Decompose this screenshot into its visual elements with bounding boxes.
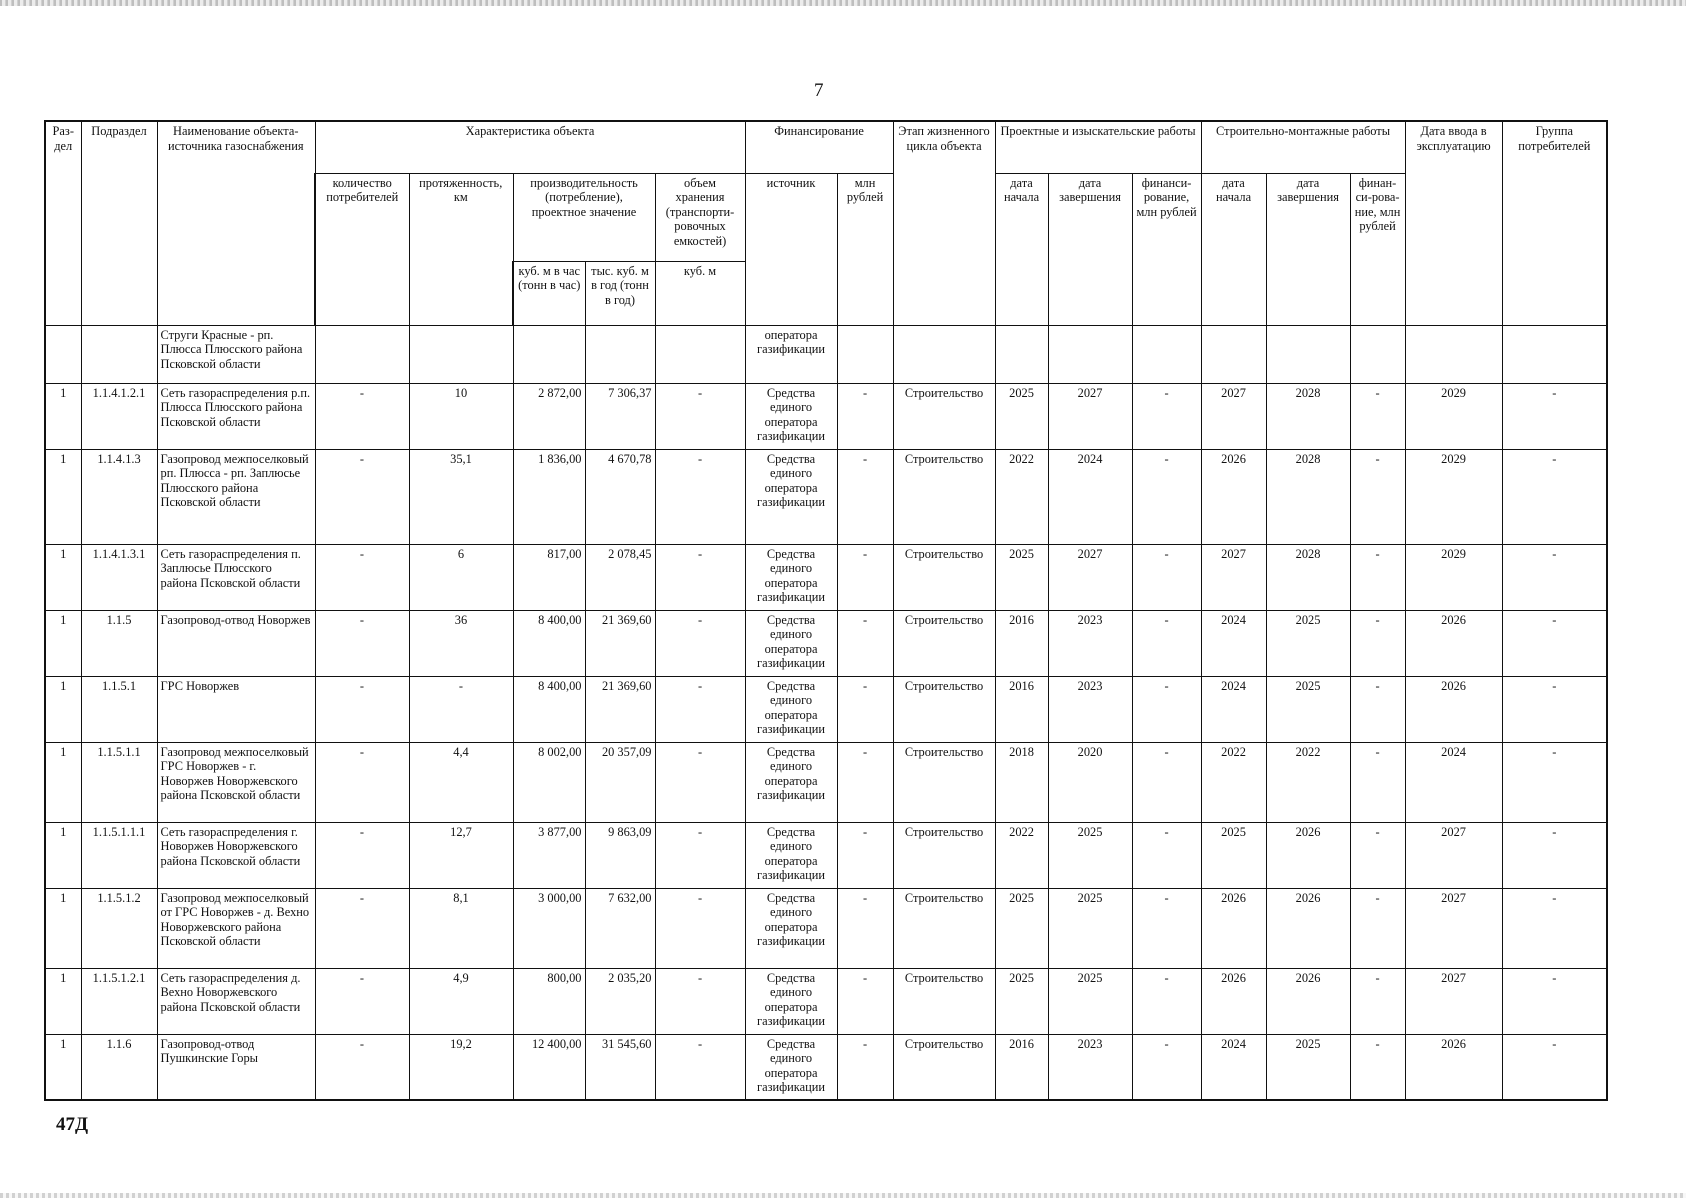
mln-cell: - (837, 383, 893, 449)
per-hour-cell: 8 002,00 (513, 742, 585, 822)
design-financing-cell: - (1132, 1034, 1201, 1100)
length-cell: 36 (409, 610, 513, 676)
consumers-cell: - (315, 888, 409, 968)
mln-cell: - (837, 822, 893, 888)
mln-cell: - (837, 1034, 893, 1100)
storage-cell: - (655, 888, 745, 968)
object-name-cell: ГРС Новоржев (157, 676, 315, 742)
construction-end-cell: 2026 (1266, 888, 1350, 968)
object-name-cell: Сеть газораспределения п. Заплюсье Плюсского района Псковской области (157, 544, 315, 610)
subsection-cell: 1.1.4.1.3.1 (81, 544, 157, 610)
consumer-group-cell: - (1502, 822, 1607, 888)
commissioning-cell: 2026 (1405, 1034, 1502, 1100)
construction-start-cell: 2022 (1201, 742, 1266, 822)
design-start-cell: 2022 (995, 822, 1048, 888)
consumer-group-cell: - (1502, 888, 1607, 968)
header-storage-volume: объем хранения (транспорти-ровочных емкостей) (655, 173, 745, 261)
subsection-cell: 1.1.4.1.3 (81, 449, 157, 544)
stage-cell: Строительство (893, 449, 995, 544)
consumers-cell: - (315, 449, 409, 544)
design-financing-cell: - (1132, 888, 1201, 968)
construction-financing-cell: - (1350, 968, 1405, 1034)
design-financing-cell: - (1132, 610, 1201, 676)
header-unit-storage: куб. м (655, 261, 745, 325)
consumers-cell: - (315, 676, 409, 742)
table-row (45, 1034, 1607, 1100)
consumer-group-cell: - (1502, 449, 1607, 544)
subsection-cell: 1.1.6 (81, 1034, 157, 1100)
table-row (45, 676, 1607, 742)
design-end-cell: 2020 (1048, 742, 1132, 822)
construction-start-cell: 2026 (1201, 449, 1266, 544)
source-cell: Средства единого оператора газификации (745, 676, 837, 742)
consumers-cell: - (315, 610, 409, 676)
stage-cell: Строительство (893, 1034, 995, 1100)
commissioning-cell: 2026 (1405, 610, 1502, 676)
mln-cell: - (837, 968, 893, 1034)
commissioning-cell: 2024 (1405, 742, 1502, 822)
consumers-cell: - (315, 544, 409, 610)
storage-cell: - (655, 610, 745, 676)
continuation-source: оператора газификации (745, 325, 837, 383)
construction-end-cell: 2022 (1266, 742, 1350, 822)
storage-cell: - (655, 383, 745, 449)
construction-start-cell: 2026 (1201, 888, 1266, 968)
stage-cell: Строительство (893, 383, 995, 449)
construction-financing-cell: - (1350, 1034, 1405, 1100)
header-commissioning-date: Дата ввода в эксплуатацию (1405, 121, 1502, 325)
per-hour-cell: 817,00 (513, 544, 585, 610)
per-year-cell: 7 632,00 (585, 888, 655, 968)
per-year-cell: 4 670,78 (585, 449, 655, 544)
design-end-cell: 2025 (1048, 822, 1132, 888)
construction-financing-cell: - (1350, 610, 1405, 676)
stage-cell: Строительство (893, 742, 995, 822)
construction-end-cell: 2028 (1266, 544, 1350, 610)
commissioning-cell: 2027 (1405, 822, 1502, 888)
header-object-name: Наименование объекта-источника газоснабжения (157, 121, 315, 325)
object-name-cell: Сеть газораспределения д. Вехно Новоржевского района Псковской области (157, 968, 315, 1034)
design-start-cell: 2016 (995, 1034, 1048, 1100)
construction-financing-cell: - (1350, 544, 1405, 610)
object-name-cell: Газопровод межпоселковый от ГРС Новоржев - д. Вехно Новоржевского района Псковской области (157, 888, 315, 968)
razdel-cell: 1 (45, 1034, 81, 1100)
header-source: источник (745, 173, 837, 325)
consumers-cell: - (315, 742, 409, 822)
mln-cell: - (837, 610, 893, 676)
header-razdel: Раз-дел (45, 121, 81, 325)
subsection-cell: 1.1.5.1.2.1 (81, 968, 157, 1034)
design-end-cell: 2023 (1048, 676, 1132, 742)
scan-edge-top (0, 0, 1686, 6)
source-cell: Средства единого оператора газификации (745, 1034, 837, 1100)
design-financing-cell: - (1132, 822, 1201, 888)
construction-start-cell: 2024 (1201, 676, 1266, 742)
source-cell: Средства единого оператора газификации (745, 822, 837, 888)
per-year-cell: 21 369,60 (585, 610, 655, 676)
header-construction-works: Строительно-монтажные работы (1201, 121, 1405, 173)
design-financing-cell: - (1132, 449, 1201, 544)
construction-end-cell: 2026 (1266, 822, 1350, 888)
per-hour-cell: 3 877,00 (513, 822, 585, 888)
object-name-cell: Газопровод межпоселковый ГРС Новоржев - г. Новоржев Новоржевского района Псковской области (157, 742, 315, 822)
table-row (45, 822, 1607, 888)
subsection-cell: 1.1.5.1.2 (81, 888, 157, 968)
header-stage: Этап жизненного цикла объекта (893, 121, 995, 325)
header-construction-end: дата завершения (1266, 173, 1350, 325)
storage-cell: - (655, 449, 745, 544)
design-end-cell: 2025 (1048, 968, 1132, 1034)
commissioning-cell: 2027 (1405, 968, 1502, 1034)
construction-start-cell: 2024 (1201, 610, 1266, 676)
length-cell: - (409, 676, 513, 742)
consumers-cell: - (315, 968, 409, 1034)
construction-financing-cell: - (1350, 888, 1405, 968)
design-financing-cell: - (1132, 742, 1201, 822)
source-cell: Средства единого оператора газификации (745, 383, 837, 449)
source-cell: Средства единого оператора газификации (745, 888, 837, 968)
header-design-works: Проектные и изыскательские работы (995, 121, 1201, 173)
per-year-cell: 21 369,60 (585, 676, 655, 742)
table-row (45, 383, 1607, 449)
length-cell: 10 (409, 383, 513, 449)
construction-end-cell: 2028 (1266, 383, 1350, 449)
construction-start-cell: 2027 (1201, 383, 1266, 449)
per-year-cell: 7 306,37 (585, 383, 655, 449)
razdel-cell: 1 (45, 544, 81, 610)
construction-end-cell: 2026 (1266, 968, 1350, 1034)
per-year-cell: 20 357,09 (585, 742, 655, 822)
scan-edge-bottom (0, 1193, 1686, 1198)
design-financing-cell: - (1132, 383, 1201, 449)
header-consumers-count: количество потребителей (315, 173, 409, 325)
mln-cell: - (837, 888, 893, 968)
razdel-cell: 1 (45, 888, 81, 968)
storage-cell: - (655, 742, 745, 822)
header-construction-start: дата начала (1201, 173, 1266, 325)
storage-cell: - (655, 676, 745, 742)
document-code: 47Д (56, 1114, 89, 1135)
page-number: 7 (814, 80, 824, 101)
gas-supply-table (44, 120, 1608, 1101)
commissioning-cell: 2027 (1405, 888, 1502, 968)
construction-start-cell: 2025 (1201, 822, 1266, 888)
source-cell: Средства единого оператора газификации (745, 610, 837, 676)
design-start-cell: 2018 (995, 742, 1048, 822)
design-start-cell: 2025 (995, 968, 1048, 1034)
header-unit-hour: куб. м в час (тонн в час) (513, 261, 585, 325)
header-unit-year: тыс. куб. м в год (тонн в год) (585, 261, 655, 325)
stage-cell: Строительство (893, 888, 995, 968)
consumer-group-cell: - (1502, 1034, 1607, 1100)
mln-cell: - (837, 449, 893, 544)
mln-cell: - (837, 676, 893, 742)
design-end-cell: 2027 (1048, 383, 1132, 449)
construction-end-cell: 2025 (1266, 1034, 1350, 1100)
header-characteristics: Характеристика объекта (315, 121, 745, 173)
construction-financing-cell: - (1350, 676, 1405, 742)
razdel-cell: 1 (45, 610, 81, 676)
design-financing-cell: - (1132, 968, 1201, 1034)
header-productivity: производительность (потребление), проектное значение (513, 173, 655, 261)
per-year-cell: 31 545,60 (585, 1034, 655, 1100)
header-podrazdel: Подраздел (81, 121, 157, 325)
construction-start-cell: 2026 (1201, 968, 1266, 1034)
per-hour-cell: 8 400,00 (513, 676, 585, 742)
source-cell: Средства единого оператора газификации (745, 968, 837, 1034)
commissioning-cell: 2029 (1405, 383, 1502, 449)
razdel-cell: 1 (45, 676, 81, 742)
consumers-cell: - (315, 383, 409, 449)
design-start-cell: 2025 (995, 383, 1048, 449)
per-hour-cell: 1 836,00 (513, 449, 585, 544)
header-design-financing: финанси-рование, млн рублей (1132, 173, 1201, 325)
mln-cell: - (837, 544, 893, 610)
length-cell: 4,4 (409, 742, 513, 822)
subsection-cell: 1.1.4.1.2.1 (81, 383, 157, 449)
razdel-cell: 1 (45, 822, 81, 888)
table-row (45, 544, 1607, 610)
object-name-cell: Газопровод-отвод Новоржев (157, 610, 315, 676)
construction-financing-cell: - (1350, 383, 1405, 449)
design-end-cell: 2023 (1048, 610, 1132, 676)
design-start-cell: 2025 (995, 888, 1048, 968)
header-row-1 (45, 121, 1607, 173)
design-financing-cell: - (1132, 544, 1201, 610)
length-cell: 8,1 (409, 888, 513, 968)
length-cell: 4,9 (409, 968, 513, 1034)
header-financing: Финансирование (745, 121, 893, 173)
continuation-row (45, 325, 1607, 383)
header-consumer-group: Группа потребителей (1502, 121, 1607, 325)
table-row (45, 449, 1607, 544)
construction-financing-cell: - (1350, 822, 1405, 888)
consumer-group-cell: - (1502, 544, 1607, 610)
consumers-cell: - (315, 822, 409, 888)
construction-financing-cell: - (1350, 742, 1405, 822)
header-construction-financing: финан-си-рова-ние, млн рублей (1350, 173, 1405, 325)
construction-end-cell: 2025 (1266, 610, 1350, 676)
storage-cell: - (655, 822, 745, 888)
header-design-start: дата начала (995, 173, 1048, 325)
per-hour-cell: 12 400,00 (513, 1034, 585, 1100)
object-name-cell: Сеть газораспределения г. Новоржев Новоржевского района Псковской области (157, 822, 315, 888)
per-year-cell: 2 078,45 (585, 544, 655, 610)
consumers-cell: - (315, 1034, 409, 1100)
table-row (45, 968, 1607, 1034)
object-name-cell: Газопровод-отвод Пушкинские Горы (157, 1034, 315, 1100)
design-end-cell: 2024 (1048, 449, 1132, 544)
per-hour-cell: 800,00 (513, 968, 585, 1034)
per-year-cell: 2 035,20 (585, 968, 655, 1034)
stage-cell: Строительство (893, 544, 995, 610)
commissioning-cell: 2026 (1405, 676, 1502, 742)
design-financing-cell: - (1132, 676, 1201, 742)
razdel-cell: 1 (45, 968, 81, 1034)
razdel-cell: 1 (45, 383, 81, 449)
design-start-cell: 2016 (995, 610, 1048, 676)
header-mln-rub: млн рублей (837, 173, 893, 325)
stage-cell: Строительство (893, 822, 995, 888)
per-hour-cell: 8 400,00 (513, 610, 585, 676)
construction-end-cell: 2025 (1266, 676, 1350, 742)
consumer-group-cell: - (1502, 383, 1607, 449)
per-year-cell: 9 863,09 (585, 822, 655, 888)
construction-end-cell: 2028 (1266, 449, 1350, 544)
consumer-group-cell: - (1502, 968, 1607, 1034)
design-start-cell: 2022 (995, 449, 1048, 544)
mln-cell: - (837, 742, 893, 822)
storage-cell: - (655, 1034, 745, 1100)
length-cell: 6 (409, 544, 513, 610)
per-hour-cell: 2 872,00 (513, 383, 585, 449)
storage-cell: - (655, 968, 745, 1034)
razdel-cell: 1 (45, 742, 81, 822)
razdel-cell: 1 (45, 449, 81, 544)
storage-cell: - (655, 544, 745, 610)
design-end-cell: 2025 (1048, 888, 1132, 968)
source-cell: Средства единого оператора газификации (745, 544, 837, 610)
consumer-group-cell: - (1502, 742, 1607, 822)
length-cell: 35,1 (409, 449, 513, 544)
construction-start-cell: 2024 (1201, 1034, 1266, 1100)
continuation-object-name: Струги Красные - рп. Плюсса Плюсского района Псковской области (157, 325, 315, 383)
stage-cell: Строительство (893, 968, 995, 1034)
subsection-cell: 1.1.5.1.1.1 (81, 822, 157, 888)
commissioning-cell: 2029 (1405, 449, 1502, 544)
subsection-cell: 1.1.5.1 (81, 676, 157, 742)
design-end-cell: 2027 (1048, 544, 1132, 610)
construction-start-cell: 2027 (1201, 544, 1266, 610)
construction-financing-cell: - (1350, 449, 1405, 544)
table-row (45, 742, 1607, 822)
header-length: протяженность, км (409, 173, 513, 325)
consumer-group-cell: - (1502, 676, 1607, 742)
design-start-cell: 2016 (995, 676, 1048, 742)
stage-cell: Строительство (893, 676, 995, 742)
per-hour-cell: 3 000,00 (513, 888, 585, 968)
stage-cell: Строительство (893, 610, 995, 676)
design-end-cell: 2023 (1048, 1034, 1132, 1100)
consumer-group-cell: - (1502, 610, 1607, 676)
subsection-cell: 1.1.5 (81, 610, 157, 676)
length-cell: 12,7 (409, 822, 513, 888)
source-cell: Средства единого оператора газификации (745, 449, 837, 544)
source-cell: Средства единого оператора газификации (745, 742, 837, 822)
object-name-cell: Сеть газораспределения р.п. Плюсса Плюсского района Псковской области (157, 383, 315, 449)
object-name-cell: Газопровод межпоселковый рп. Плюсса - рп. Заплюсье Плюсского района Псковской области (157, 449, 315, 544)
commissioning-cell: 2029 (1405, 544, 1502, 610)
table-row (45, 888, 1607, 968)
subsection-cell: 1.1.5.1.1 (81, 742, 157, 822)
table-row (45, 610, 1607, 676)
length-cell: 19,2 (409, 1034, 513, 1100)
design-start-cell: 2025 (995, 544, 1048, 610)
header-design-end: дата завершения (1048, 173, 1132, 325)
